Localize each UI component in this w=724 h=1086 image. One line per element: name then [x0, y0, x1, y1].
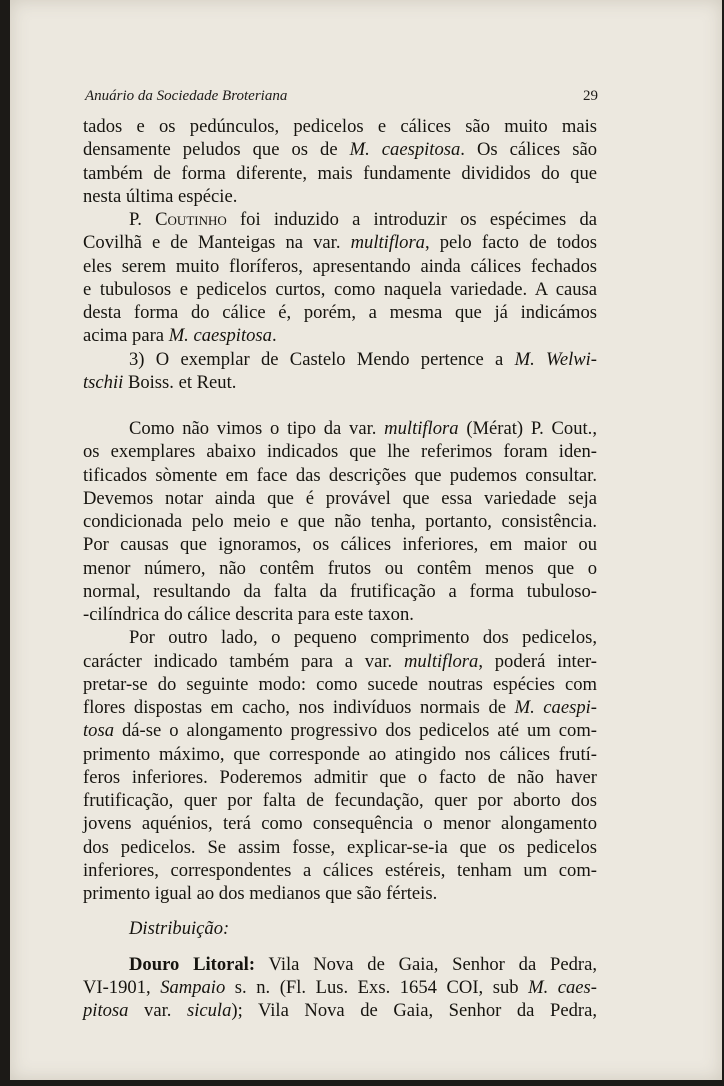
text-line: dos pedicelos. Se assim fosse, explicar-se-ia que os pedicelos — [83, 836, 597, 858]
body-text — [83, 115, 597, 1022]
text-line: densamente peludos que os de M. caespitosa. Os cálices são — [83, 139, 598, 161]
text-line: carácter indicado também para a var. multiflora, poderá inter- — [83, 650, 597, 672]
text-line: flores dispostas em cacho, nos indivíduos normais de M. caespi- — [83, 697, 597, 718]
text-line: também de forma diferente, mais fundamente divididos do que — [83, 162, 597, 184]
paragraph-gap — [83, 905, 597, 917]
text-line: normal, resultando da falta da frutificação a forma tubuloso- — [83, 580, 597, 602]
text-line: nesta última espécie. — [83, 185, 238, 207]
text-line: tados e os pedúnculos, pedicelos e cálices são muito mais — [83, 116, 597, 137]
journal-title: Anuário da Sociedade Broteriana — [85, 88, 288, 104]
text-line: jovens aquénios, terá como consequência o menor alongamento — [83, 813, 597, 835]
text-line: tschii Boiss. et Reut. — [83, 371, 237, 393]
text-line: e tubulosos e pedicelos curtos, como naquela variedade. A causa — [83, 278, 597, 300]
page-number: 29 — [583, 88, 598, 104]
region-name: Douro Litoral: — [129, 953, 256, 975]
text-line: pretar-se do seguinte modo: como sucede noutras espécies com — [83, 673, 597, 695]
text-line: -cilíndrica do cálice descrita para este taxon. — [83, 604, 414, 625]
text-line: Por outro lado, o pequeno comprimento dos pedicelos, — [129, 627, 597, 649]
text-line: primento igual ao dos medianos que são férteis. — [83, 883, 438, 904]
paragraph-gap — [83, 394, 597, 417]
text-line: 3) O exemplar de Castelo Mendo pertence a M. Welwi- — [129, 348, 597, 370]
text-line: desta forma do cálice é, porém, a mesma que já indicámos — [83, 302, 597, 323]
author-name: Coutinho — [155, 209, 227, 230]
text-line: tificados sòmente em face das descrições que pudemos consultar. — [83, 464, 597, 486]
text-line: Como não vimos o tipo da var. multiflora (Mérat) P. Cout., — [129, 418, 597, 439]
document-page — [10, 0, 722, 1080]
text-line: Devemos notar ainda que é provável que essa variedade seja — [83, 487, 597, 509]
text-line: VI-1901, Sampaio s. n. (Fl. Lus. Exs. 1654 COI, sub M. caes- — [83, 976, 597, 998]
text-line: feros inferiores. Poderemos admitir que o facto de não haver — [83, 766, 597, 788]
text-line: inferiores, correspondentes a cálices estéreis, tenham um com- — [83, 859, 597, 881]
text-line: Por causas que ignoramos, os cálices inferiores, em maior ou — [83, 534, 597, 556]
text-line: P. Coutinho foi induzido a introduzir os espécimes da — [129, 209, 597, 230]
text-line: acima para M. caespitosa. — [83, 325, 277, 347]
text-line: os exemplares abaixo indicados que lhe referimos foram iden- — [83, 441, 597, 463]
text-line: eles serem muito floríferos, apresentando ainda cálices fechados — [83, 255, 597, 277]
text-line: menor número, não contêm frutos ou contêm menos que o — [83, 557, 597, 579]
text-line: pitosa var. sicula); Vila Nova de Gaia, Senhor da Pedra, — [83, 1000, 597, 1021]
text-line: frutificação, quer por falta de fecundação, quer por aborto dos — [83, 790, 597, 811]
paragraph-gap — [83, 941, 597, 953]
text-line: Covilhã e de Manteigas na var. multiflora, pelo facto de todos — [83, 232, 598, 254]
section-heading: Distribuição: — [129, 918, 230, 940]
text-line: condicionada pelo meio e que não tenha, portanto, consistência. — [83, 511, 597, 532]
text-line: Douro Litoral: Vila Nova de Gaia, Senhor da Pedra, — [129, 953, 597, 975]
text-line: primento máximo, que corresponde ao atingido nos cálices frutí- — [83, 743, 597, 765]
text-line: tosa dá-se o alongamento progressivo dos pedicelos até um com- — [83, 720, 597, 742]
